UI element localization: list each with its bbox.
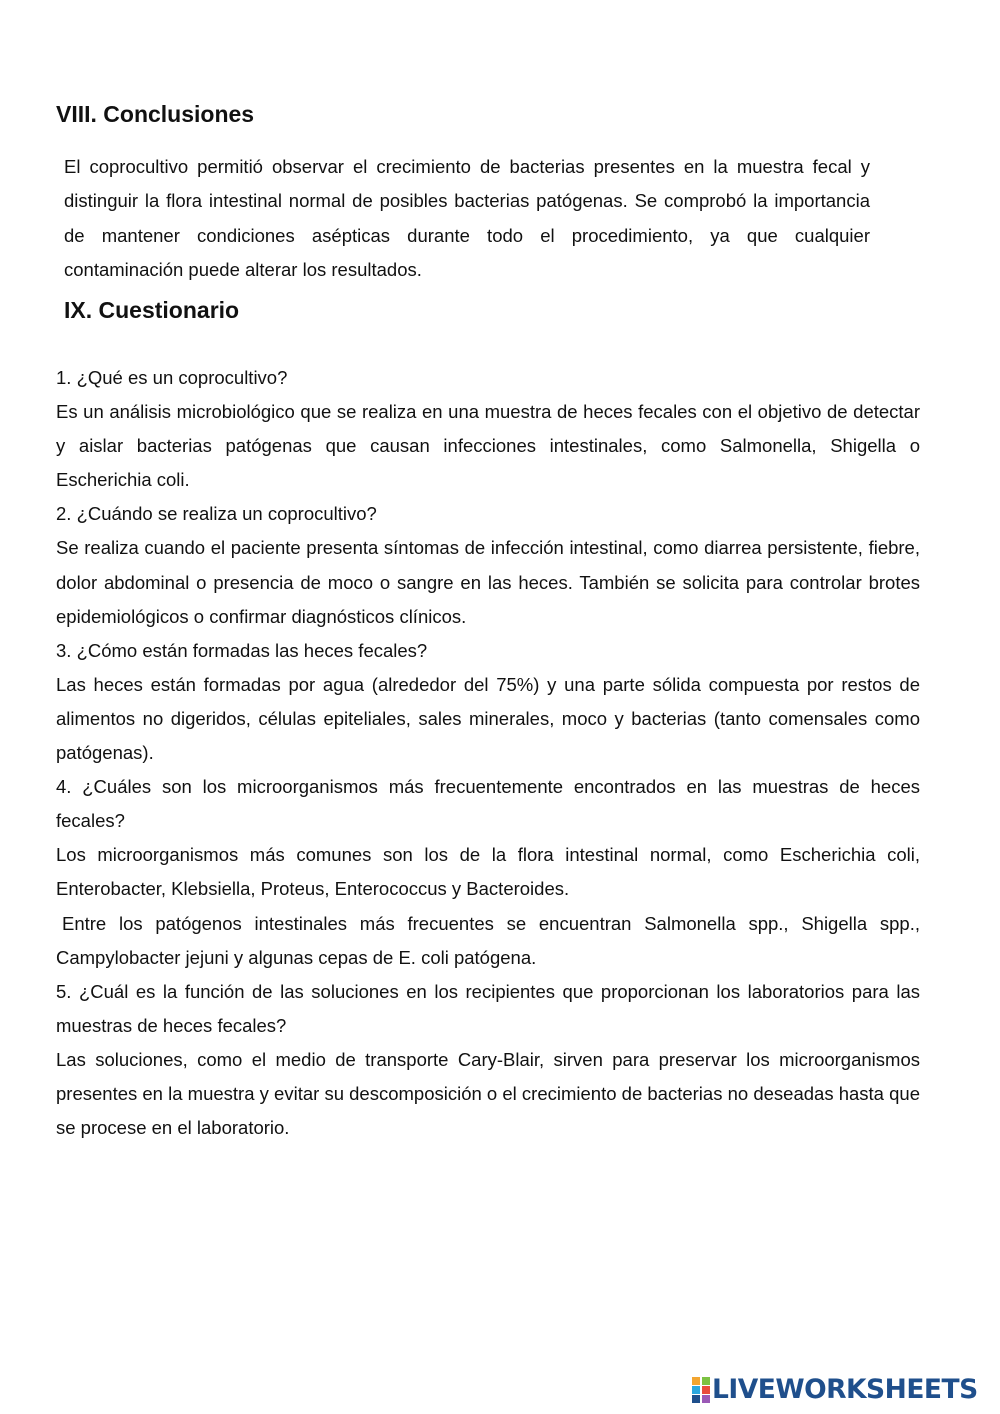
answer-4: Los microorganismos más comunes son los de la flora intestinal normal, como Escherichia coli, Enterobacter, Klebsiella, Proteus, Enterococcus y Bacteroides. [56,844,920,900]
question-3: 3. ¿Cómo están formadas las heces fecales? [56,639,428,661]
questionnaire-heading: IX. Cuestionario [64,297,240,323]
answer-1: Es un análisis microbiológico que se realiza en una muestra de heces fecales con el objetivo de detectar y aislar bacterias patógenas que causan infecciones intestinales, como Salmonella, Shigella o Escherichia coli. [56,401,920,491]
answer-3: Las heces están formadas por agua (alrededor del 75%) y una parte sólida compuesta por restos de alimentos no digeridos, células epiteliales, sales minerales, moco y bacterias (tanto comensales como patógenas). [56,673,920,764]
conclusions-heading: VIII. Conclusiones [56,101,255,127]
answer-5: Las soluciones, como el medio de transporte Cary-Blair, sirven para preservar los microorganismos presentes en la muestra y evitar su descomposición o el crecimiento de bacterias no deseadas hasta que se procese en el laboratorio. [56,1048,920,1139]
answer-2: Se realiza cuando el paciente presenta síntomas de infección intestinal, como diarrea persistente, fiebre, dolor abdominal o presencia de moco o sangre en las heces. También se solicita para controlar brotes epidemiológicos o confirmar diagnósticos clínicos. [56,537,920,627]
question-4: 4. ¿Cuáles son los microorganismos más frecuentemente encontrados en las muestras de heces fecales? [56,776,920,832]
liveworksheets-brand [692,1373,978,1407]
question-1: 1. ¿Qué es un coprocultivo? [56,367,288,388]
brand-text: LIVEWORKSHEETS [712,1374,978,1405]
answer-4-extra: Entre los patógenos intestinales más frecuentes se encuentran Salmonella spp., Shigella spp., Campylobacter jejuni y algunas cepas de E. coli patógena. [56,912,920,968]
question-2: 2. ¿Cuándo se realiza un coprocultivo? [56,503,377,525]
questionnaire-list [56,361,920,1145]
conclusions-paragraph: El coprocultivo permitió observar el crecimiento de bacterias presentes en la muestra fecal y distinguir la flora intestinal normal de posibles bacterias patógenas. Se comprobó la importancia de mantener condiciones asépticas durante todo el procedimiento, ya que cualquier contaminación puede alterar los resultados. [64,156,870,280]
liveworksheets-logo-icon [692,1377,710,1403]
question-5: 5. ¿Cuál es la función de las soluciones en los recipientes que proporcionan los laboratorios para las muestras de heces fecales? [56,980,920,1036]
